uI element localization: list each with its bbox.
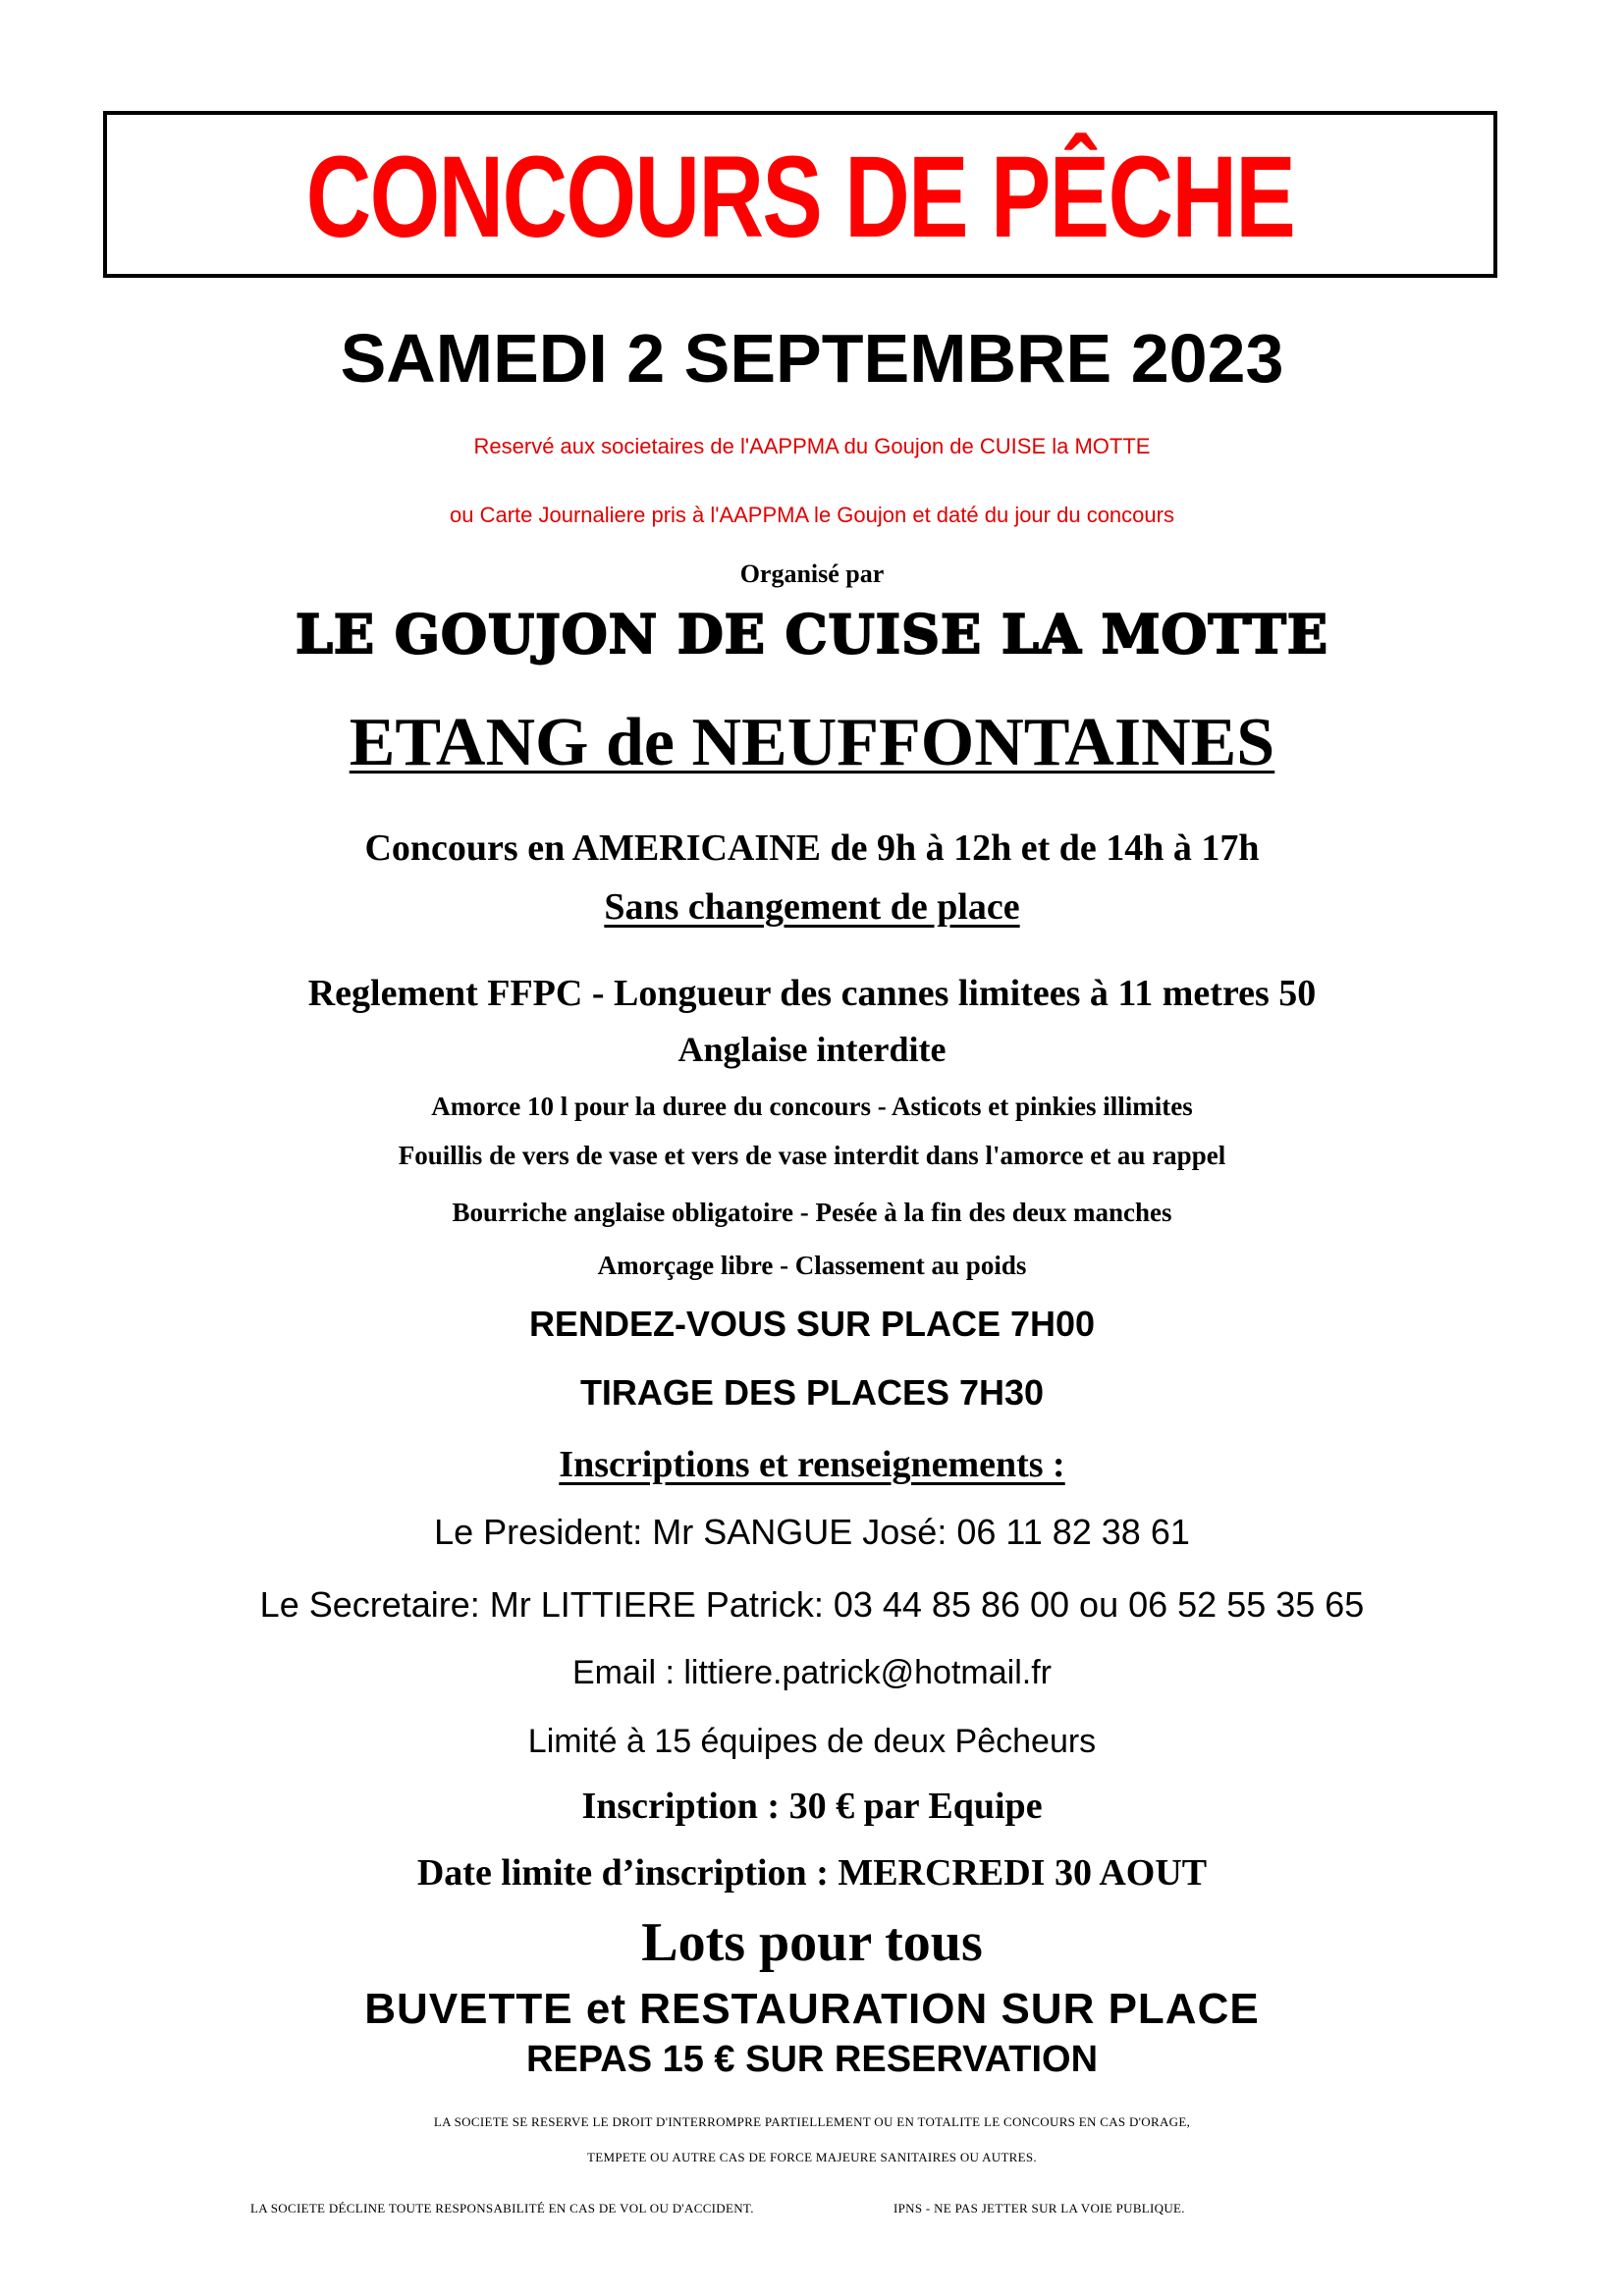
president-contact: Le President: Mr SANGUE José: 06 11 82 38 61 [434,1512,1190,1552]
draw-time: TIRAGE DES PLACES 7H30 [579,1372,1045,1413]
rules-line-2: Anglaise interdite [677,1030,947,1069]
rules-line-3: Amorce 10 l pour la duree du concours - Asticots et pinkies illimites [431,1092,1193,1121]
disclaimer-line-3: LA SOCIETE DÉCLINE TOUTE RESPONSABILITÉ EN CAS DE VOL OU D'ACCIDENT. [250,2201,754,2216]
format-line-1: Concours en AMERICAINE de 9h à 12h et de 14h à 17h [364,828,1260,869]
meal-reservation: REPAS 15 € SUR RESERVATION [525,2039,1099,2080]
team-limit: Limité à 15 équipes de deux Pêcheurs [527,1723,1097,1760]
location-title: ETANG de NEUFFONTAINES [349,705,1275,780]
contact-email: Email : littiere.patrick@hotmail.fr [572,1654,1052,1691]
disclaimer-line-4: IPNS - NE PAS JETTER SUR LA VOIE PUBLIQUE. [893,2201,1185,2216]
flyer-title: CONCOURS DE PÊCHE [305,133,1295,262]
rules-line-5: Bourriche anglaise obligatoire - Pesée à la fin des deux manches [452,1198,1172,1227]
bar-restaurant: BUVETTE et RESTAURATION SUR PLACE [364,1985,1260,2033]
eligibility-line-2: ou Carte Journaliere pris à l'AAPPMA le Goujon et daté du jour du concours [450,503,1174,527]
prizes-banner: Lots pour tous [641,1912,983,1973]
title-box [103,111,1497,278]
event-date: SAMEDI 2 SEPTEMBRE 2023 [340,320,1284,397]
contacts-heading: Inscriptions et renseignements : [559,1444,1065,1485]
disclaimer-line-2: TEMPETE OU AUTRE CAS DE FORCE MAJEURE SANITAIRES OU AUTRES. [587,2150,1037,2164]
registration-deadline: Date limite d’inscription : MERCREDI 30 AOUT [416,1852,1208,1894]
organizer-label: Organisé par [739,560,885,588]
rules-line-6: Amorçage libre - Classement au poids [597,1251,1027,1280]
registration-fee: Inscription : 30 € par Equipe [581,1786,1043,1827]
rules-line-1: Reglement FFPC - Longueur des cannes limitees à 11 metres 50 [307,973,1317,1014]
meeting-time: RENDEZ-VOUS SUR PLACE 7H00 [528,1304,1096,1344]
format-line-2: Sans changement de place [604,886,1020,928]
eligibility-line-1: Reservé aux societaires de l'AAPPMA du Goujon de CUISE la MOTTE [473,434,1151,458]
rules-line-4: Fouillis de vers de vase et vers de vase interdit dans l'amorce et au rappel [398,1141,1226,1170]
disclaimer-line-1: LA SOCIETE SE RESERVE LE DROIT D'INTERROMPRE PARTIELLEMENT OU EN TOTALITE LE CONCOURS EN CAS D'ORAGE, [433,2114,1191,2129]
secretary-contact: Le Secretaire: Mr LITTIERE Patrick: 03 44 85 86 00 ou 06 52 55 35 65 [259,1584,1365,1625]
organizer-name: LE GOUJON DE CUISE LA MOTTE [295,603,1329,666]
